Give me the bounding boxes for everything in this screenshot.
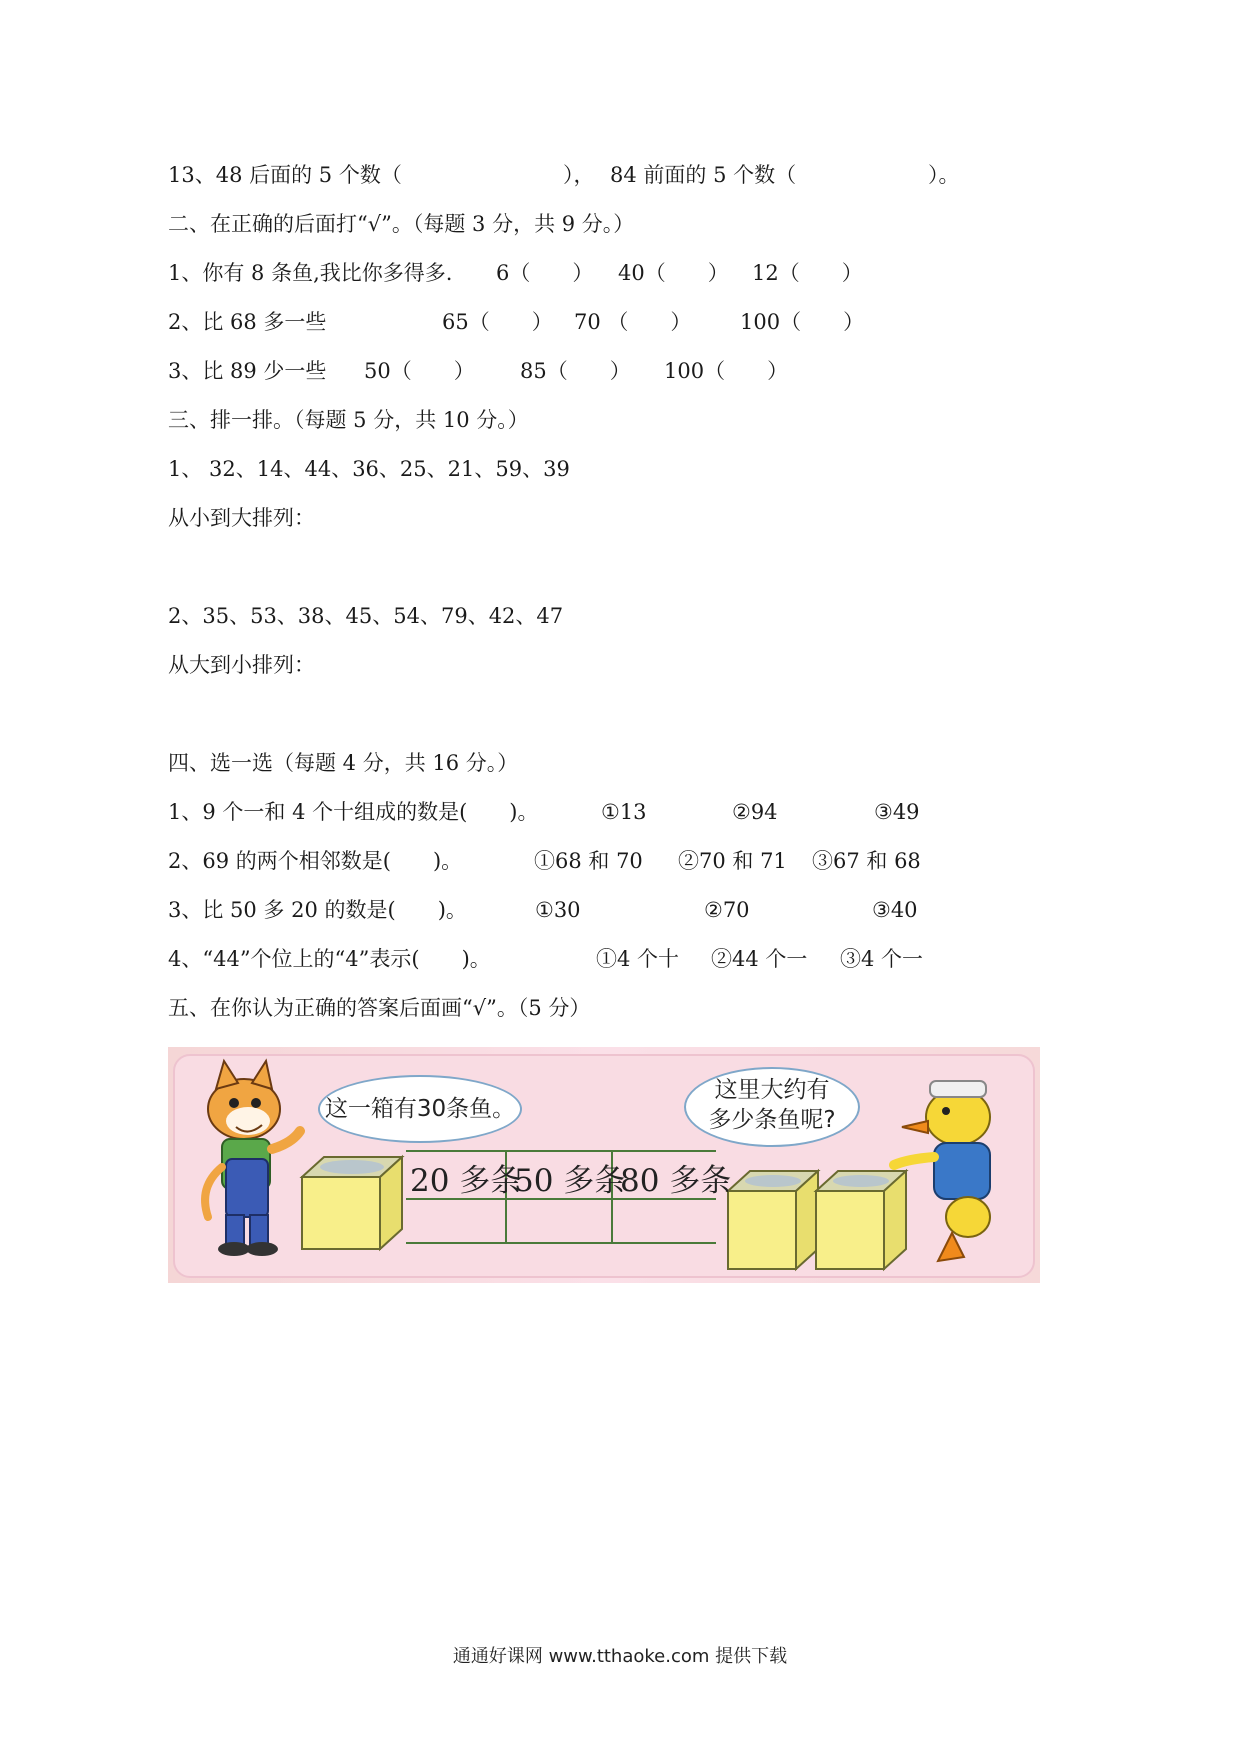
q13-part-b: ）， [563, 163, 595, 187]
s3-question-2-answer-label: 从大到小排列： [168, 653, 315, 677]
q13-part-a: 13、48 后面的 5 个数（ [168, 163, 402, 187]
s4-q2-option-1: ①68 和 70 [534, 849, 643, 873]
fish-box-middle [728, 1171, 818, 1269]
s2-q1-option-2: 40（ ） [618, 261, 729, 285]
section-5-title: 五、在你认为正确的答案后面画“√”。（5 分） [168, 996, 591, 1020]
s4-q1-text: 1、9 个一和 4 个十组成的数是( )。 [168, 800, 539, 824]
s2-q1-option-3: 12（ ） [752, 261, 863, 285]
option-80-more: 80 多条 [620, 1163, 732, 1199]
section-4-title: 四、选一选（每题 4 分，共 16 分。） [168, 751, 519, 775]
s2-q2-option-1: 65（ ） [442, 310, 553, 334]
duck-speech-line-2: 多少条鱼呢? [708, 1107, 836, 1133]
option-50-more: 50 多条 [514, 1163, 626, 1199]
s2-q2-option-3: 100（ ） [740, 310, 865, 334]
s4-q1-option-3: ③49 [874, 800, 920, 824]
s4-q1-option-1: ①13 [601, 800, 647, 824]
duck-speech-line-1: 这里大约有 [714, 1077, 830, 1103]
s4-q2-text: 2、69 的两个相邻数是( )。 [168, 849, 463, 873]
option-20-more: 20 多条 [410, 1163, 522, 1199]
s2-q2-option-2: 70 （ ） [574, 310, 692, 334]
fish-box-left [302, 1157, 402, 1249]
s4-q2-option-3: ③67 和 68 [812, 849, 921, 873]
s2-q3-option-2: 85（ ） [520, 359, 631, 383]
s2-q3-option-1: 50（ ） [364, 359, 475, 383]
s2-q1-option-1: 6（ ） [496, 261, 594, 285]
q13-part-c: 84 前面的 5 个数（ [610, 163, 797, 187]
s3-question-1: 1、 32、14、44、36、25、21、59、39 [168, 457, 570, 481]
s2-q3-option-3: 100（ ） [664, 359, 789, 383]
s2-q3-text: 3、比 89 少一些 [168, 359, 327, 383]
s4-q3-option-3: ③40 [872, 898, 918, 922]
s4-q4-text: 4、“44”个位上的“4”表示( )。 [168, 947, 491, 971]
s4-q2-option-2: ②70 和 71 [678, 849, 787, 873]
s4-q3-text: 3、比 50 多 20 的数是( )。 [168, 898, 467, 922]
s4-q3-option-1: ①30 [535, 898, 581, 922]
s4-q1-option-2: ②94 [732, 800, 778, 824]
duck-speech-bubble [684, 1067, 860, 1147]
q13-part-d: ）。 [928, 163, 960, 187]
section-2-title: 二、在正确的后面打“√”。（每题 3 分，共 9 分。） [168, 212, 635, 236]
footer-credit: 通通好课网 www.tthaoke.com 提供下载 [452, 1646, 788, 1667]
cat-speech-text: 这一箱有30条鱼。 [324, 1096, 516, 1122]
fish-box-right [816, 1171, 906, 1269]
section-3-title: 三、排一排。（每题 5 分，共 10 分。） [168, 408, 529, 432]
s2-q2-text: 2、比 68 多一些 [168, 310, 327, 334]
s2-q1-text: 1、你有 8 条鱼,我比你多得多. [168, 261, 453, 285]
s4-q4-option-2: ②44 个一 [711, 947, 808, 971]
s3-question-1-answer-label: 从小到大排列： [168, 506, 315, 530]
s4-q4-option-1: ①4 个十 [596, 947, 680, 971]
cat-speech-bubble [318, 1075, 522, 1143]
s3-question-2: 2、35、53、38、45、54、79、42、47 [168, 604, 564, 628]
s4-q3-option-2: ②70 [704, 898, 750, 922]
fish-box-illustration [168, 1047, 1040, 1283]
s4-q4-option-3: ③4 个一 [840, 947, 924, 971]
